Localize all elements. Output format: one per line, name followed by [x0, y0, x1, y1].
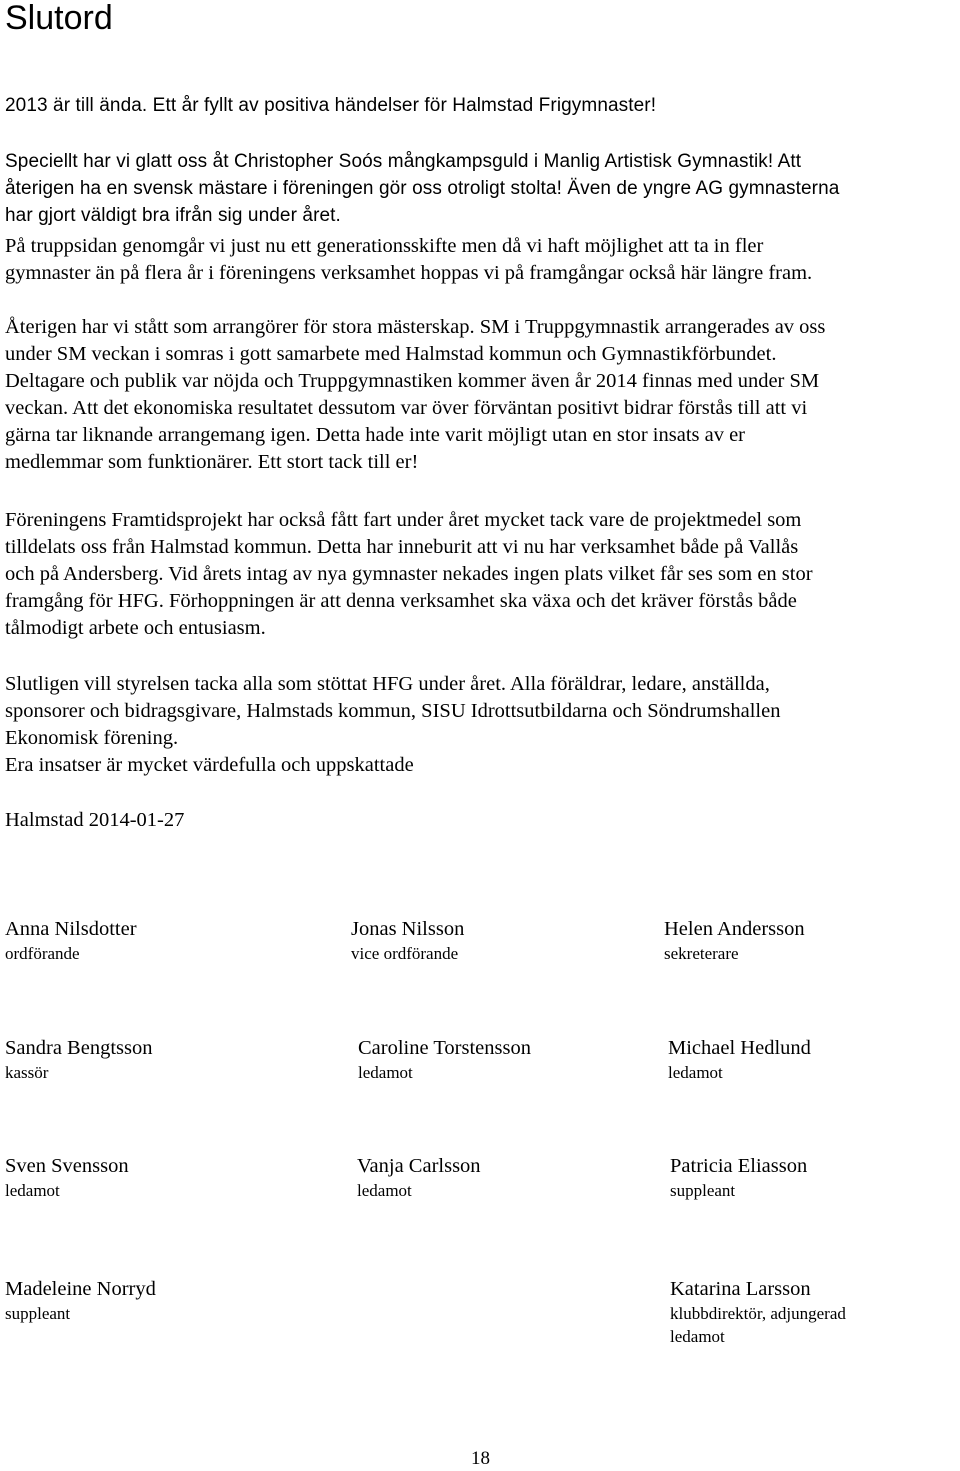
- text-line: under SM veckan i somras i gott samarbete med Halmstad kommun och Gymnastikförbundet.: [5, 343, 777, 365]
- signature-block: [5, 917, 137, 966]
- signatory-name: Helen Andersson: [664, 918, 805, 940]
- signature-block: [670, 1277, 846, 1349]
- text-line: Deltagare och publik var nöjda och Truppgymnastiken kommer även år 2014 finnas med under SM: [5, 370, 820, 392]
- signatory-role: ledamot: [668, 1063, 723, 1082]
- signatory-name: Katarina Larsson: [670, 1278, 811, 1300]
- signatory-name: Vanja Carlsson: [357, 1155, 481, 1177]
- signatory-role: klubbdirektör, adjungerad: [670, 1304, 846, 1323]
- page-number: 18: [471, 1448, 490, 1469]
- text-line: har gjort väldigt bra ifrån sig under året.: [5, 205, 341, 226]
- text-line: återigen ha en svensk mästare i föreningen gör oss otroligt stolta! Även de yngre AG gymnasterna: [5, 178, 840, 199]
- text-line: framgång för HFG. Förhoppningen är att denna verksamhet ska växa och det kräver förstås både: [5, 590, 797, 612]
- signatory-role: sekreterare: [664, 944, 739, 963]
- signatory-role: ledamot: [358, 1063, 413, 1082]
- text-line: gärna tar liknande arrangemang igen. Detta hade inte varit möjligt utan en stor insats av er: [5, 424, 746, 446]
- signatory-role: ledamot: [5, 1181, 60, 1200]
- signature-block: [5, 1036, 152, 1085]
- intro-paragraph: 2013 är till ända. Ett år fyllt av positiva händelser för Halmstad Frigymnaster!: [5, 95, 657, 116]
- signatory-role: ledamot: [357, 1181, 412, 1200]
- signatory-role: suppleant: [670, 1181, 736, 1200]
- signature-block: [357, 1154, 481, 1203]
- text-line: Återigen har vi stått som arrangörer för stora mästerskap. SM i Truppgymnastik arrangerades av oss: [5, 316, 826, 338]
- text-line: På truppsidan genomgår vi just nu ett generationsskifte men då vi haft möjlighet att ta in fler: [5, 235, 764, 257]
- paragraph-ag: [5, 148, 839, 229]
- text-line: tålmodigt arbete och entusiasm.: [5, 617, 266, 639]
- signatory-role: suppleant: [5, 1304, 71, 1323]
- paragraph-championships: [5, 314, 825, 476]
- signature-block: [5, 1277, 156, 1326]
- signatory-role: vice ordförande: [351, 944, 459, 963]
- text-line: veckan. Att det ekonomiska resultatet dessutom var över förväntan positivt bidrar förstås till att vi: [5, 397, 808, 419]
- signatory-role-secondary: ledamot: [670, 1327, 725, 1346]
- text-line: gymnaster än på flera år i föreningens verksamhet hoppas vi på framgångar också här längre fram.: [5, 262, 813, 284]
- place-date: Halmstad 2014-01-27: [5, 809, 185, 831]
- signatory-name: Madeleine Norryd: [5, 1278, 156, 1300]
- signatory-name: Caroline Torstensson: [358, 1037, 531, 1059]
- signatory-name: Michael Hedlund: [668, 1037, 811, 1059]
- signature-block: [358, 1036, 531, 1085]
- signatory-role: kassör: [5, 1063, 49, 1082]
- signatory-name: Anna Nilsdotter: [5, 918, 137, 940]
- text-line: sponsorer och bidragsgivare, Halmstads kommun, SISU Idrottsutbildarna och Söndrumshallen: [5, 700, 781, 722]
- signature-block: [5, 1154, 129, 1203]
- paragraph-future-project: [5, 507, 813, 642]
- text-line: och på Andersberg. Vid årets intag av nya gymnaster nekades ingen plats vilket får ses som en stor: [5, 563, 813, 585]
- signatory-name: Sandra Bengtsson: [5, 1037, 153, 1059]
- signature-block: [351, 917, 464, 966]
- text-line: Slutligen vill styrelsen tacka alla som stöttat HFG under året. Alla föräldrar, ledare, anställda,: [5, 673, 770, 695]
- signature-block: [668, 1036, 811, 1085]
- paragraph-trupp: [5, 233, 812, 287]
- signatory-role: ordförande: [5, 944, 80, 963]
- signatory-name: Patricia Eliasson: [670, 1155, 808, 1177]
- text-line: medlemmar som funktionärer. Ett stort tack till er!: [5, 451, 419, 473]
- page-title: Slutord: [5, 0, 113, 37]
- text-line: tilldelats oss från Halmstad kommun. Detta har inneburit att vi nu har verksamhet både på Vallås: [5, 536, 799, 558]
- signature-block: [664, 917, 805, 966]
- text-line: Ekonomisk förening.: [5, 727, 179, 749]
- text-line: Era insatser är mycket värdefulla och uppskattade: [5, 754, 414, 776]
- text-line: Föreningens Framtidsprojekt har också fått fart under året mycket tack vare de projektmedel som: [5, 509, 802, 531]
- signatory-name: Sven Svensson: [5, 1155, 129, 1177]
- text-line: Speciellt har vi glatt oss åt Christopher Soós mångkampsguld i Manlig Artistisk Gymnastik! Att: [5, 151, 802, 172]
- signatory-name: Jonas Nilsson: [351, 918, 465, 940]
- signature-block: [670, 1154, 807, 1203]
- paragraph-thanks: [5, 671, 780, 779]
